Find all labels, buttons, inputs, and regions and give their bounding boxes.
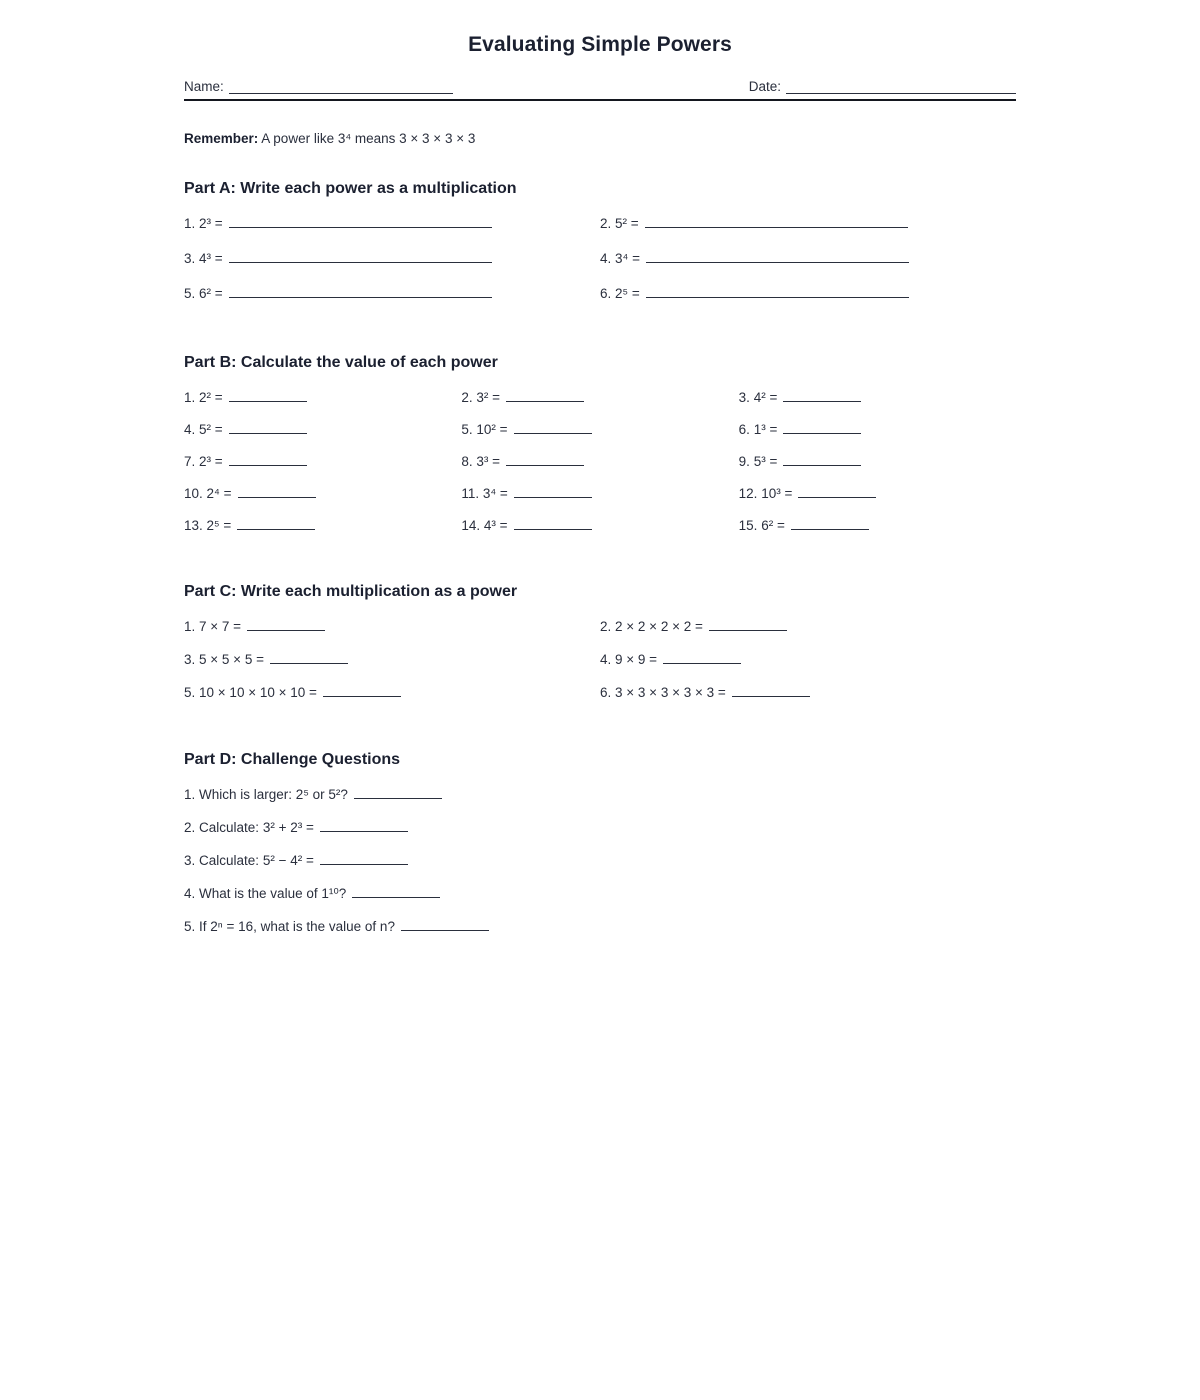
problem-expression: 2³ = — [199, 454, 223, 469]
problem-number: 1. — [184, 390, 196, 405]
name-field-group — [184, 79, 453, 94]
problem-item — [184, 485, 461, 501]
problem-item — [184, 651, 600, 667]
problem-item — [461, 389, 738, 405]
problem-expression: 2⁴ = — [206, 486, 232, 501]
answer-blank[interactable] — [270, 651, 348, 664]
answer-blank[interactable] — [732, 684, 810, 697]
section-heading-part-b: Part B: Calculate the value of each power — [184, 354, 498, 371]
problem-item — [600, 285, 1016, 301]
problem-item — [184, 852, 1016, 868]
problem-expression: 5² = — [615, 216, 639, 231]
problem-number: 2. — [461, 390, 473, 405]
problem-number: 6. — [738, 422, 750, 437]
problem-expression: 7 × 7 = — [199, 619, 242, 634]
problem-item — [600, 651, 1016, 667]
problem-item — [461, 421, 738, 437]
problem-item — [184, 918, 1016, 934]
problem-number: 12. — [738, 486, 758, 501]
problem-row — [184, 250, 1016, 285]
problem-expression: 2² = — [199, 390, 223, 405]
header-divider — [184, 99, 1016, 101]
answer-blank[interactable] — [645, 215, 908, 228]
problem-expression: 1³ = — [753, 422, 778, 437]
problem-list-part-c — [184, 618, 1016, 717]
problem-expression: 10² = — [476, 422, 508, 437]
problem-expression: 2 × 2 × 2 × 2 = — [615, 619, 703, 634]
problem-expression: 10 × 10 × 10 × 10 = — [199, 685, 317, 700]
answer-blank[interactable] — [783, 421, 861, 434]
problem-number: 4. — [184, 422, 196, 437]
answer-blank[interactable] — [791, 517, 869, 530]
answer-blank[interactable] — [229, 389, 307, 402]
problem-number: 4. — [600, 652, 612, 667]
problem-number: 3. — [184, 853, 196, 868]
answer-blank[interactable] — [663, 651, 741, 664]
problem-number: 11. — [461, 486, 480, 501]
problem-number: 14. — [461, 518, 481, 533]
answer-blank[interactable] — [320, 819, 408, 832]
answer-blank[interactable] — [320, 852, 408, 865]
problem-row — [184, 684, 1016, 717]
problem-row — [184, 618, 1016, 651]
answer-blank[interactable] — [783, 453, 861, 466]
problem-row — [184, 819, 1016, 852]
answer-blank[interactable] — [514, 517, 592, 530]
problem-expression: 5³ = — [753, 454, 778, 469]
problem-row — [184, 885, 1016, 918]
problem-item — [184, 786, 1016, 802]
problem-number: 3. — [738, 390, 750, 405]
problem-expression: 4³ = — [199, 251, 223, 266]
problem-item — [184, 684, 600, 700]
answer-blank[interactable] — [229, 250, 492, 263]
problem-expression: 4² = — [753, 390, 778, 405]
section-part-d — [184, 751, 1016, 951]
problem-number: 9. — [738, 454, 750, 469]
problem-row — [184, 215, 1016, 250]
problem-item — [739, 485, 1016, 501]
answer-blank[interactable] — [237, 517, 315, 530]
problem-row — [184, 852, 1016, 885]
problem-list-part-b — [184, 389, 1016, 549]
problem-number: 3. — [184, 652, 196, 667]
section-part-a — [184, 180, 1016, 320]
problem-row — [184, 453, 1016, 485]
problem-expression: 2³ = — [199, 216, 223, 231]
problem-item — [739, 517, 1016, 533]
answer-blank[interactable] — [709, 618, 787, 631]
problem-item — [739, 389, 1016, 405]
problem-item — [739, 453, 1016, 469]
name-input-blank[interactable] — [229, 80, 453, 94]
problem-expression: 2⁵ = — [206, 518, 232, 533]
answer-blank[interactable] — [229, 453, 307, 466]
problem-number: 4. — [184, 886, 196, 901]
problem-row — [184, 485, 1016, 517]
problem-number: 2. — [600, 619, 612, 634]
problem-expression: 3⁴ = — [482, 486, 508, 501]
name-date-row — [184, 79, 1016, 94]
problem-expression: 9 × 9 = — [615, 652, 658, 667]
problem-row — [184, 918, 1016, 951]
name-label: Name: — [184, 79, 224, 94]
problem-number: 15. — [738, 518, 758, 533]
section-heading-part-c: Part C: Write each multiplication as a power — [184, 583, 518, 600]
problem-number: 5. — [184, 286, 196, 301]
problem-item — [461, 485, 738, 501]
problem-item — [184, 618, 600, 634]
problem-number: 1. — [184, 216, 196, 231]
problem-expression: 5² = — [199, 422, 223, 437]
date-field-group — [749, 79, 1016, 94]
problem-number: 5. — [461, 422, 473, 437]
remember-note — [184, 131, 1016, 146]
problem-expression: Calculate: 5² − 4² = — [199, 853, 314, 868]
parts-container — [184, 180, 1016, 951]
problem-expression: 10³ = — [761, 486, 793, 501]
problem-expression: 3² = — [476, 390, 500, 405]
problem-number: 10. — [184, 486, 203, 501]
problem-number: 1. — [184, 619, 196, 634]
problem-item — [600, 215, 1016, 231]
problem-number: 3. — [184, 251, 196, 266]
problem-row — [184, 786, 1016, 819]
answer-blank[interactable] — [323, 684, 401, 697]
section-part-b — [184, 354, 1016, 549]
problem-item — [184, 250, 600, 266]
problem-row — [184, 421, 1016, 453]
problem-item — [184, 453, 461, 469]
remember-label: Remember: — [184, 131, 259, 146]
problem-number: 4. — [600, 251, 612, 266]
problem-list-part-d — [184, 786, 1016, 951]
problem-item — [461, 517, 738, 533]
problem-expression: 2⁵ = — [615, 286, 640, 301]
problem-item — [184, 215, 600, 231]
problem-number: 13. — [184, 518, 203, 533]
problem-number: 6. — [600, 685, 612, 700]
problem-item — [184, 517, 461, 533]
answer-blank[interactable] — [514, 421, 592, 434]
answer-blank[interactable] — [352, 885, 440, 898]
problem-number: 2. — [600, 216, 612, 231]
answer-blank[interactable] — [229, 421, 307, 434]
section-heading-part-a: Part A: Write each power as a multiplication — [184, 180, 517, 197]
problem-item — [184, 285, 600, 301]
section-heading-part-d: Part D: Challenge Questions — [184, 751, 401, 768]
answer-blank[interactable] — [401, 918, 489, 931]
problem-item — [600, 618, 1016, 634]
answer-blank[interactable] — [506, 453, 584, 466]
problem-row — [184, 651, 1016, 684]
problem-expression: Calculate: 3² + 2³ = — [199, 820, 314, 835]
problem-item — [184, 885, 1016, 902]
problem-item — [184, 389, 461, 405]
answer-blank[interactable] — [238, 485, 316, 498]
problem-expression: 5 × 5 × 5 = — [199, 652, 264, 667]
problem-number: 8. — [461, 454, 473, 469]
answer-blank[interactable] — [514, 485, 592, 498]
problem-expression: Which is larger: 2⁵ or 5²? — [199, 787, 348, 802]
problem-row — [184, 285, 1016, 320]
remember-text: A power like 3⁴ means 3 × 3 × 3 × 3 — [258, 131, 476, 146]
problem-expression: 3⁴ = — [615, 251, 640, 266]
date-input-blank[interactable] — [786, 80, 1016, 94]
problem-item — [184, 421, 461, 437]
problem-expression: 6² = — [761, 518, 785, 533]
problem-item — [739, 421, 1016, 437]
answer-blank[interactable] — [229, 215, 492, 228]
answer-blank[interactable] — [783, 389, 861, 402]
problem-number: 2. — [184, 820, 196, 835]
answer-blank[interactable] — [229, 285, 492, 298]
answer-blank[interactable] — [354, 786, 442, 799]
problem-item — [600, 684, 1016, 700]
problem-number: 7. — [184, 454, 196, 469]
date-label: Date: — [748, 79, 781, 94]
answer-blank[interactable] — [646, 285, 909, 298]
problem-item — [461, 453, 738, 469]
problem-number: 6. — [600, 286, 612, 301]
problem-expression: 4³ = — [483, 518, 508, 533]
answer-blank[interactable] — [506, 389, 584, 402]
problem-row — [184, 517, 1016, 549]
answer-blank[interactable] — [798, 485, 876, 498]
problem-expression: If 2ⁿ = 16, what is the value of n? — [199, 919, 395, 934]
problem-item — [600, 250, 1016, 266]
problem-number: 5. — [184, 919, 196, 934]
problem-row — [184, 389, 1016, 421]
problem-expression: 3 × 3 × 3 × 3 × 3 = — [615, 685, 726, 700]
problem-expression: 6² = — [199, 286, 223, 301]
problem-number: 5. — [184, 685, 196, 700]
answer-blank[interactable] — [646, 250, 909, 263]
problem-number: 1. — [184, 787, 196, 802]
answer-blank[interactable] — [247, 618, 325, 631]
problem-expression: 3³ = — [476, 454, 500, 469]
problem-item — [184, 819, 1016, 835]
problem-expression: What is the value of 1¹⁰? — [199, 886, 347, 901]
problem-list-part-a — [184, 215, 1016, 320]
section-part-c — [184, 583, 1016, 717]
page-title: Evaluating Simple Powers — [468, 33, 732, 56]
